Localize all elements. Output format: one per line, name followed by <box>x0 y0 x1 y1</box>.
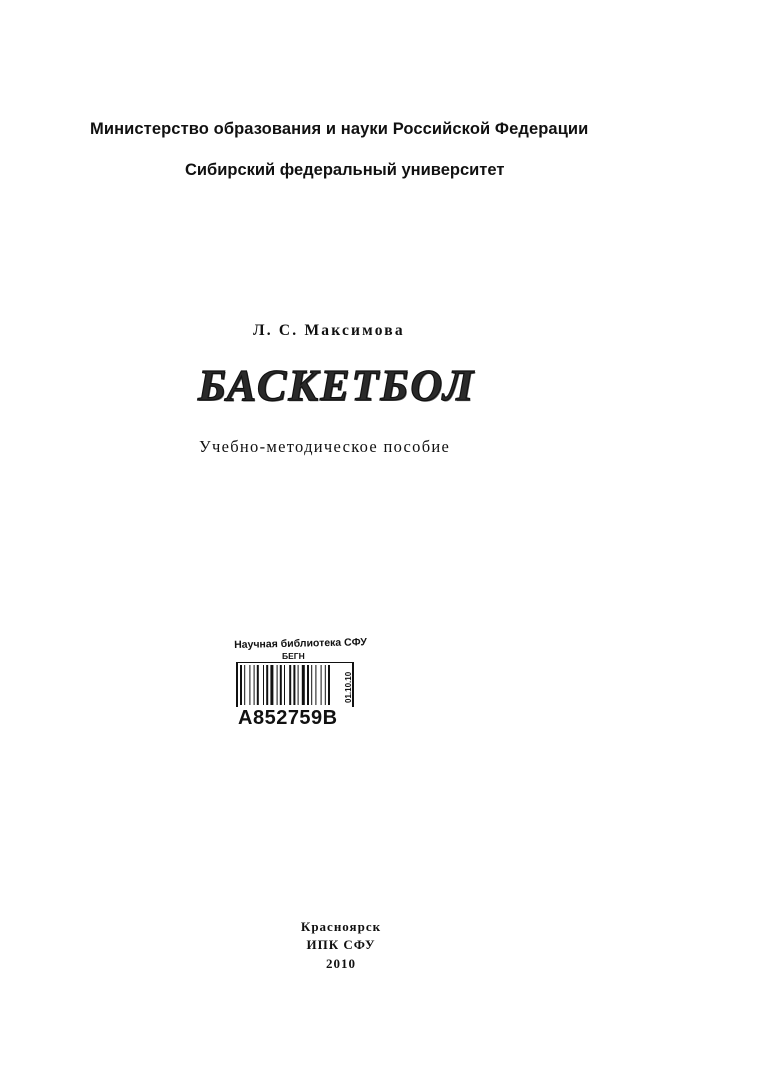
barcode-bar <box>263 665 264 705</box>
imprint-year: 2010 <box>326 956 356 971</box>
barcode-bar <box>257 665 259 705</box>
barcode-bar <box>249 665 250 705</box>
stamp-code: БЕГН <box>282 651 305 661</box>
barcode-bar <box>284 665 285 705</box>
barcode-bar <box>254 665 255 705</box>
barcode-bar <box>311 665 312 705</box>
barcode-bar <box>240 665 242 705</box>
barcode-bar <box>244 665 245 705</box>
barcode-bar <box>298 665 299 705</box>
stamp-date: 01.10.10 <box>344 671 353 703</box>
author-name: Л. С. Максимова <box>253 322 405 339</box>
imprint-city: Красноярск <box>300 919 382 934</box>
university-heading: Сибирский федеральный университет <box>185 161 505 179</box>
barcode-bar <box>302 665 305 705</box>
book-title: БАСКЕТБОЛ <box>198 361 476 410</box>
barcode-bar <box>280 665 282 705</box>
library-stamp <box>230 635 370 727</box>
barcode-bar <box>266 665 268 705</box>
barcode-bar <box>277 665 278 705</box>
imprint-publisher: ИПК СФУ <box>306 937 376 952</box>
barcode-bar <box>307 665 309 705</box>
ministry-heading: Министерство образования и науки Российской Федерации <box>90 120 589 138</box>
barcode-bars <box>238 663 352 707</box>
barcode-bar <box>293 665 295 705</box>
barcode-bar <box>289 665 291 705</box>
barcode-bar <box>270 665 273 705</box>
inventory-number: А852759В <box>238 707 338 729</box>
stamp-library-name: Научная библиотека СФУ <box>234 636 367 651</box>
book-subtitle: Учебно-методическое пособие <box>199 437 451 456</box>
barcode-bar <box>328 665 330 705</box>
barcode <box>236 662 354 707</box>
barcode-bar <box>321 665 322 705</box>
barcode-bar <box>325 665 326 705</box>
barcode-bar <box>315 665 316 705</box>
